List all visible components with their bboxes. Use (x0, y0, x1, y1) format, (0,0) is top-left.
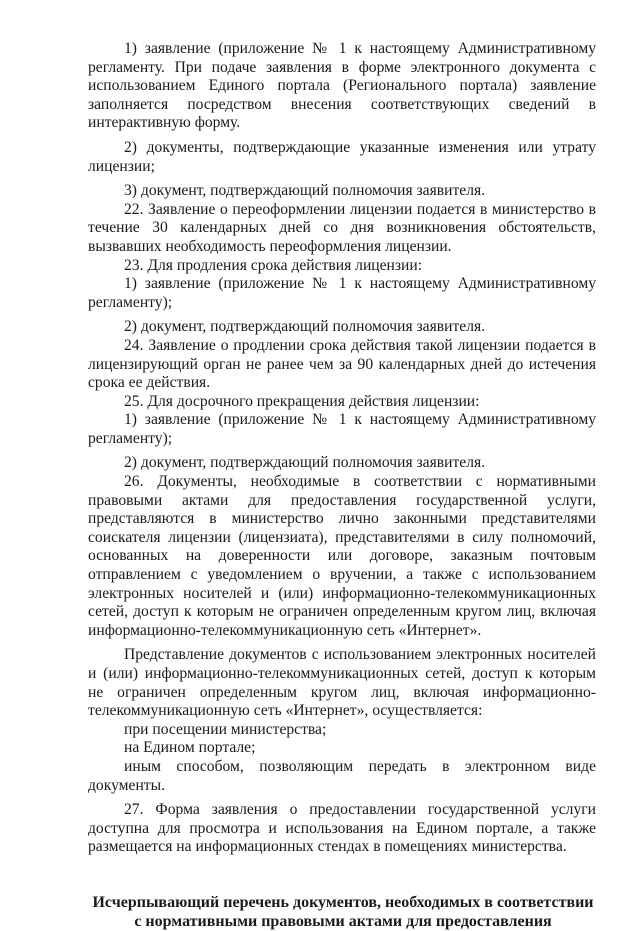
paragraph-3: 3) документ, подтверждающий полномочия заявителя. (124, 182, 486, 200)
paragraph-list-item-2: на Едином портале; (124, 739, 256, 757)
section-heading: Исчерпывающий перечень документов, необходимых в соответствии с нормативными правовыми актами для предоставления (92, 893, 594, 930)
paragraph-26: 26. Документы, необходимые в соответствии с нормативными правовыми актами для предоставления государственной услуги, представляются в министерство лично законными представителями соискателя лицензии (лицензиата), представителями в силу полномочий, основанных на доверенности или договоре, заказным почтовым отправлением с уведомлением о вручении, а также с использованием электронных носителей и (или) информационно-телекоммуникационных сетей, доступ к которым не ограничен определенным кругом лиц, включая информационно-телекоммуникационную сеть «Интернет». (88, 473, 596, 639)
paragraph-1: 1) заявление (приложение № 1 к настоящему Административному регламенту. При подаче заявления в форме электронного документа с использованием Единого портала (Регионального портала) заявление заполняется посредством внесения соответствующих сведений в интерактивную форму. (88, 40, 596, 132)
paragraph-25-item-2: 2) документ, подтверждающий полномочия заявителя. (124, 454, 486, 472)
paragraph-24: 24. Заявление о продлении срока действия такой лицензии подается в лицензирующий орган не ранее чем за 90 календарных дней до истечения срока ее действия. (88, 336, 596, 392)
paragraph-23-item-1: 1) заявление (приложение № 1 к настоящему Административному регламенту); (88, 275, 596, 311)
paragraph-list-item-3: иным способом, позволяющим передать в электронном виде документы. (88, 757, 596, 794)
paragraph-27: 27. Форма заявления о предоставлении государственной услуги доступна для просмотра и использования на Едином портале, а также размещается на информационных стендах в помещениях министерства. (88, 801, 596, 856)
paragraph-representation: Представление документов с использованием электронных носителей и (или) информационно-телекоммуникационных сетей, доступ к которым не ограничен определенным кругом лиц, включая информационно-телекоммуникационную сеть «Интернет», осуществляется: (88, 646, 596, 720)
paragraph-22: 22. Заявление о переоформлении лицензии подается в министерство в течение 30 календарных дней со дня возникновения обстоятельств, вызвавших необходимость переоформления лицензии. (88, 200, 596, 255)
paragraph-2: 2) документы, подтверждающие указанные изменения или утрату лицензии; (88, 138, 596, 175)
paragraph-25: 25. Для досрочного прекращения действия лицензии: (124, 392, 480, 410)
paragraph-23: 23. Для продления срока действия лицензии: (124, 256, 423, 274)
paragraph-list-item-1: при посещении министерства; (124, 720, 327, 738)
paragraph-23-item-2: 2) документ, подтверждающий полномочия заявителя. (124, 318, 486, 336)
paragraph-25-item-1: 1) заявление (приложение № 1 к настоящему Административному регламенту); (88, 411, 596, 447)
